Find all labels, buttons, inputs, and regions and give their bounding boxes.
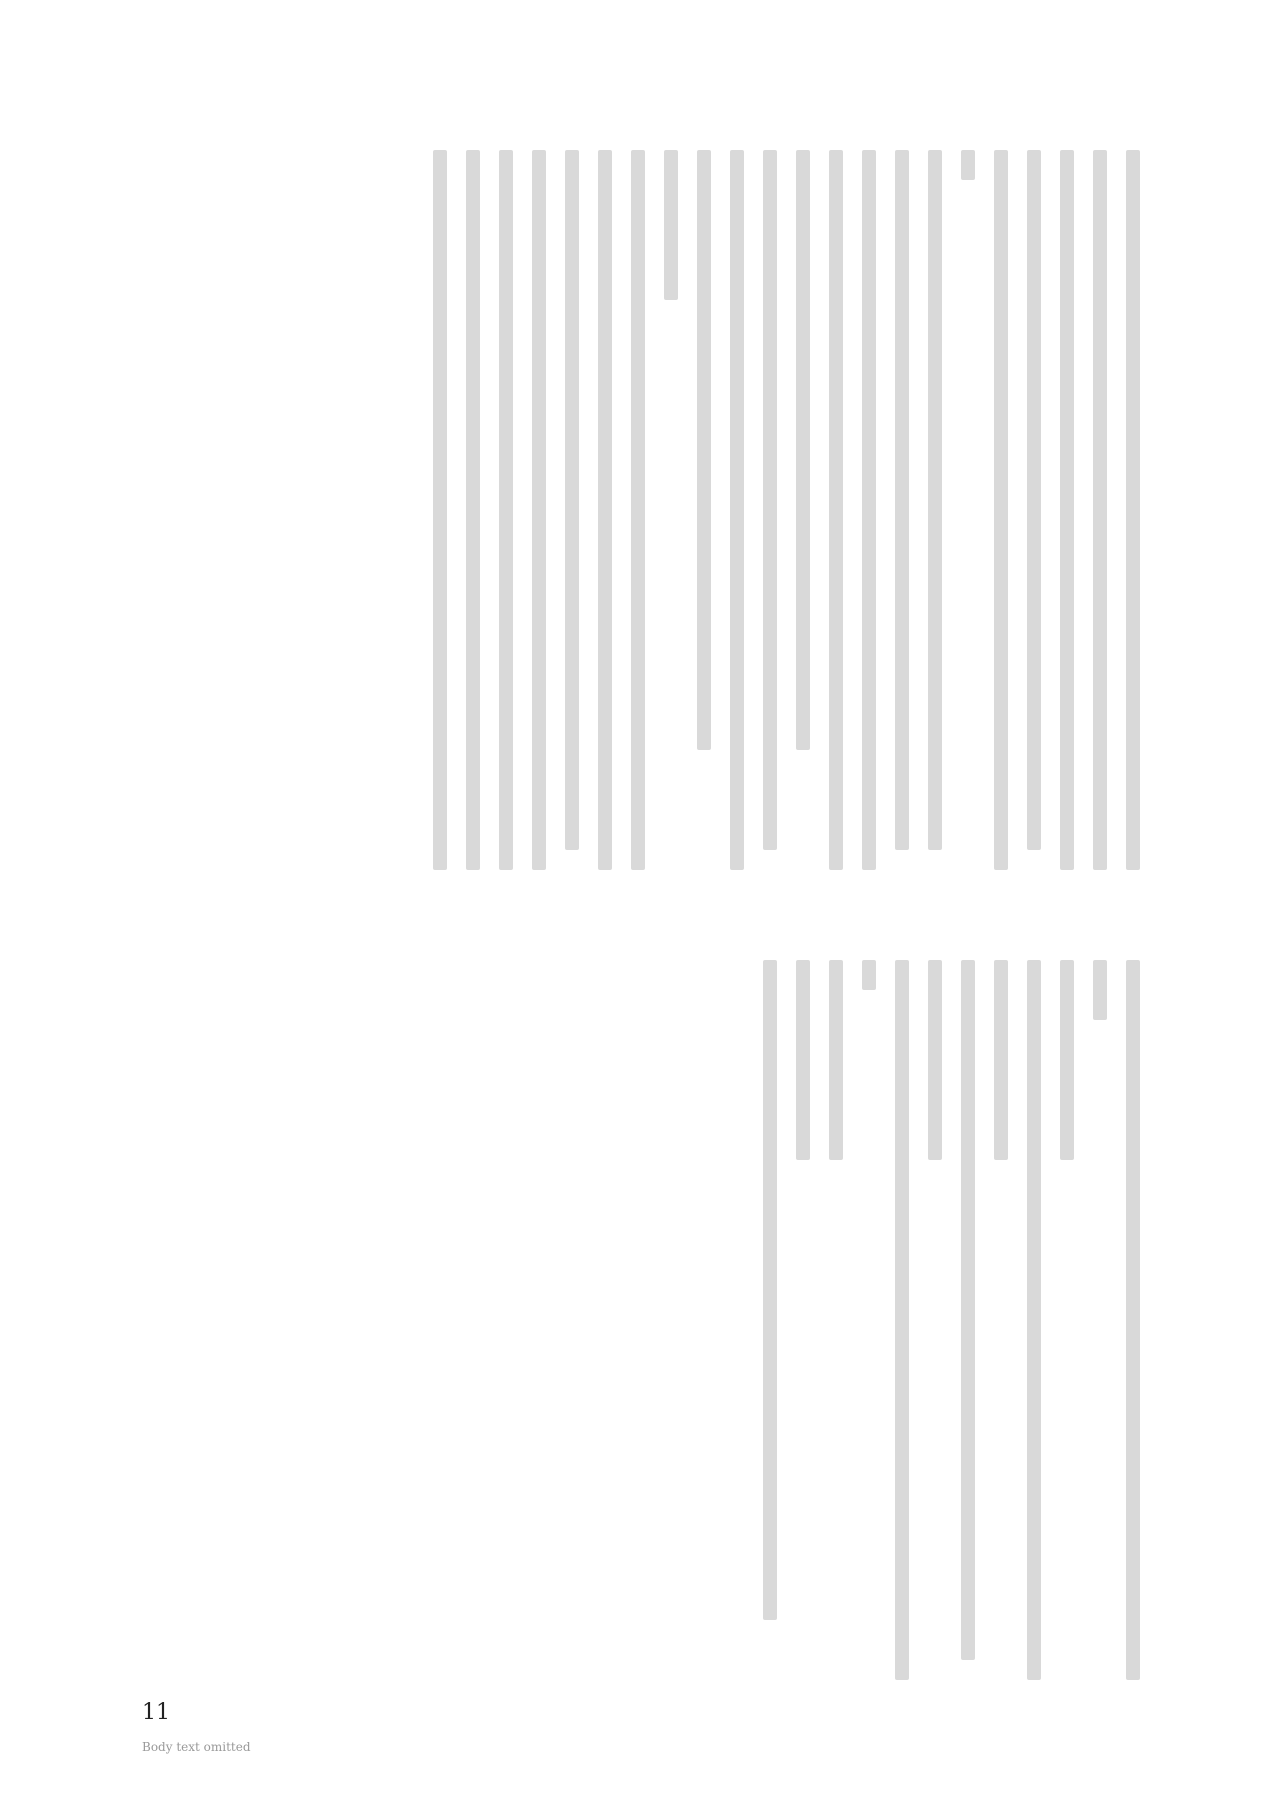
text-column-placeholder	[598, 150, 612, 870]
page-number: 11	[142, 1700, 170, 1725]
text-column-placeholder	[994, 150, 1008, 870]
text-column-placeholder	[829, 960, 843, 1160]
text-column-placeholder	[796, 960, 810, 1160]
text-column-placeholder	[1093, 960, 1107, 1020]
text-column-placeholder	[1126, 150, 1140, 870]
text-column-placeholder	[961, 960, 975, 1660]
text-column-placeholder	[532, 150, 546, 870]
text-column-placeholder	[796, 150, 810, 750]
text-column-placeholder	[664, 150, 678, 300]
text-column-placeholder	[1027, 150, 1041, 850]
text-column-placeholder	[433, 150, 447, 870]
lower-text-block	[763, 960, 1140, 1680]
text-column-placeholder	[631, 150, 645, 870]
text-column-placeholder	[499, 150, 513, 870]
text-column-placeholder	[928, 960, 942, 1160]
text-column-placeholder	[466, 150, 480, 870]
upper-text-block	[433, 150, 1140, 870]
text-column-placeholder	[763, 960, 777, 1620]
omission-note: Body text omitted	[142, 1740, 251, 1754]
text-column-placeholder	[763, 150, 777, 850]
text-column-placeholder	[1060, 150, 1074, 870]
text-column-placeholder	[895, 150, 909, 850]
text-column-placeholder	[1126, 960, 1140, 1680]
text-column-placeholder	[1093, 150, 1107, 870]
text-column-placeholder	[730, 150, 744, 870]
text-column-placeholder	[829, 150, 843, 870]
text-column-placeholder	[697, 150, 711, 750]
text-column-placeholder	[895, 960, 909, 1680]
text-column-placeholder	[961, 150, 975, 180]
text-column-placeholder	[1027, 960, 1041, 1680]
text-column-placeholder	[994, 960, 1008, 1160]
text-column-placeholder	[1060, 960, 1074, 1160]
text-column-placeholder	[565, 150, 579, 850]
text-column-placeholder	[928, 150, 942, 850]
text-column-placeholder	[862, 150, 876, 870]
text-column-placeholder	[862, 960, 876, 990]
